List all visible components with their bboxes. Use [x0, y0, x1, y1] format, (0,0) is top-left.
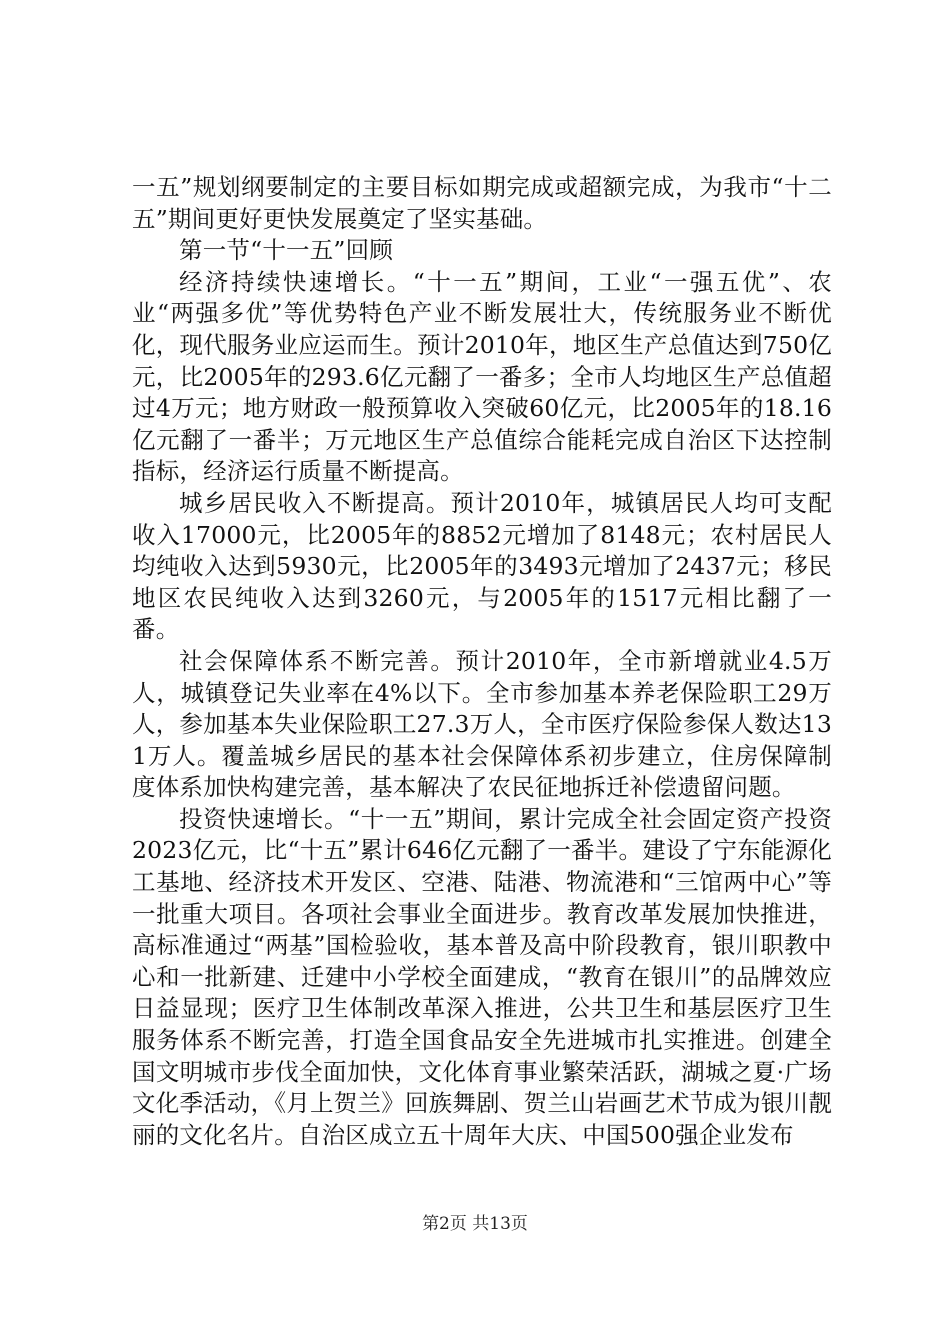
- paragraph-economy: 经济持续快速增长。“十一五”期间，工业“一强五优”、农业“两强多优”等优势特色产业不断发展壮大，传统服务业不断优化，现代服务业应运而生。预计2010年，地区生产总值达到750亿元，比2005年的293.6亿元翻了一番多；全市人均地区生产总值超过4万元；地方财政一般预算收入突破60亿元，比2005年的18.16亿元翻了一番半；万元地区生产总值综合能耗完成自治区下达控制指标，经济运行质量不断提高。: [132, 267, 832, 486]
- paragraph-social-security: 社会保障体系不断完善。预计2010年，全市新增就业4.5万人，城镇登记失业率在4%以下。全市参加基本养老保险职工29万人，参加基本失业保险职工27.3万人，全市医疗保险参保人数达131万人。覆盖城乡居民的基本社会保障体系初步建立，住房保障制度体系加快构建完善，基本解决了农民征地拆迁补偿遗留问题。: [132, 646, 832, 802]
- page-footer: [0, 1213, 950, 1235]
- paragraph-income: 城乡居民收入不断提高。预计2010年，城镇居民人均可支配收入17000元，比2005年的8852元增加了8148元；农村居民人均纯收入达到5930元，比2005年的3493元增加了2437元；移民地区农民纯收入达到3260元，与2005年的1517元相比翻了一番。: [132, 488, 832, 644]
- paragraph-investment: 投资快速增长。“十一五”期间，累计完成全社会固定资产投资2023亿元，比“十五”累计646亿元翻了一番半。建设了宁东能源化工基地、经济技术开发区、空港、陆港、物流港和“三馆两中心”等一批重大项目。各项社会事业全面进步。教育改革发展加快推进，高标准通过“两基”国检验收，基本普及高中阶段教育，银川职教中心和一批新建、迁建中小学校全面建成，“教育在银川”的品牌效应日益显现；医疗卫生体制改革深入推进，公共卫生和基层医疗卫生服务体系不断完善，打造全国食品安全先进城市扎实推进。创建全国文明城市步伐全面加快，文化体育事业繁荣活跃，湖城之夏·广场文化季活动，《月上贺兰》回族舞剧、贺兰山岩画艺术节成为银川靓丽的文化名片。自治区成立五十周年大庆、中国500强企业发布: [132, 804, 832, 1149]
- section-heading: 第一节“十一五”回顾: [179, 236, 394, 265]
- document-body: [132, 172, 832, 1151]
- page-number: 第2页 共13页: [422, 1214, 528, 1234]
- paragraph-continuation: 一五”规划纲要制定的主要目标如期完成或超额完成，为我市“十二五”期间更好更快发展奠定了坚实基础。: [132, 173, 832, 233]
